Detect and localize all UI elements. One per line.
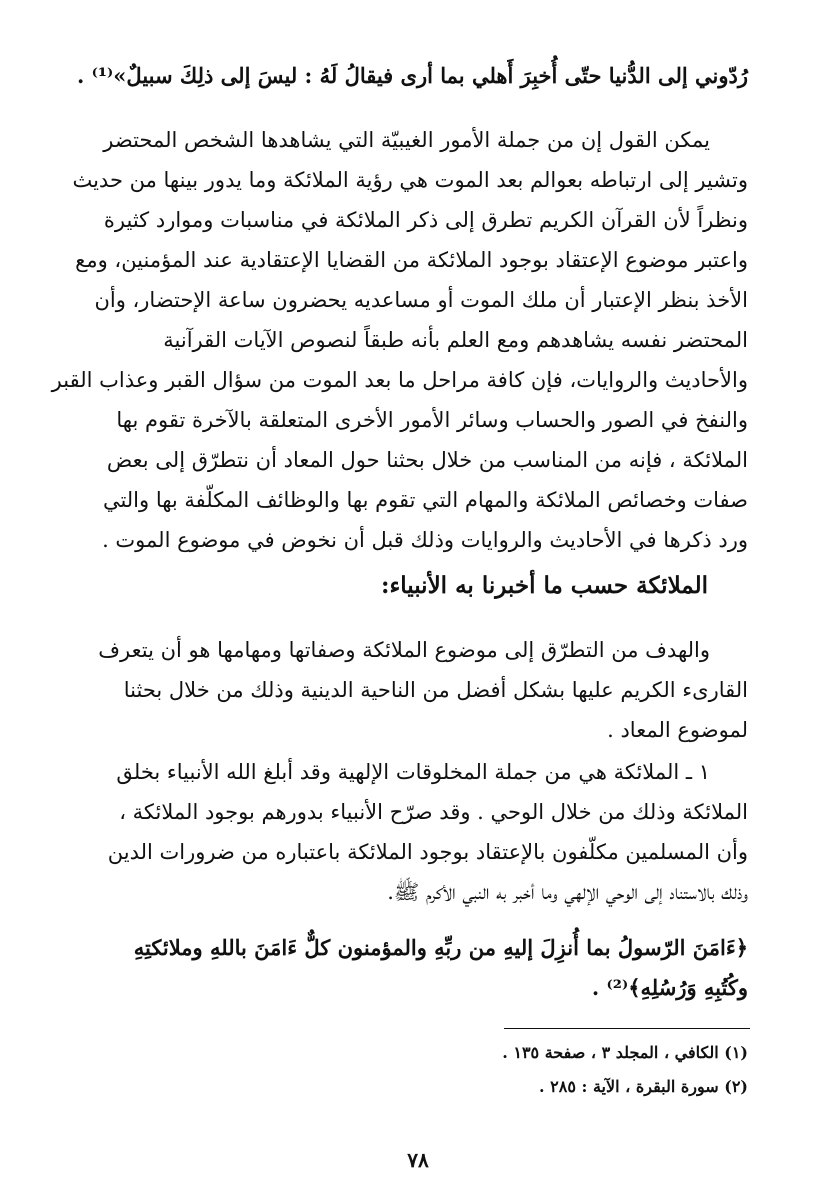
paragraph-1-line: الملائكة ، فإنه من المناسب من خلال بحثنا حول المعاد أن نتطرّق إلى بعض	[106, 448, 748, 472]
page-number: ٧٨	[407, 1148, 429, 1172]
footnotes	[502, 1036, 748, 1104]
paragraph-1-line: يمكن القول إن من جملة الأمور الغيبيّة التي يشاهدها الشخص المحتضر	[103, 128, 710, 152]
paragraph-3	[82, 752, 748, 912]
paragraph-1	[51, 120, 748, 560]
section-heading: الملائكة حسب ما أخبرنا به الأنبياء:	[380, 572, 708, 599]
paragraph-2-line: القارىء الكريم عليها بشكل أفضل من الناحية الدينية وذلك من خلال بحثنا	[123, 678, 748, 702]
quran-verse-line: وكُتُبِهِ وَرُسُلِهِ﴾⁽²⁾ .	[591, 975, 748, 1000]
paragraph-2-line: والهدف من التطرّق إلى موضوع الملائكة وصفاتها ومهامها هو أن يتعرف	[98, 638, 710, 662]
paragraph-1-line: ونظراً لأن القرآن الكريم تطرق إلى ذكر الملائكة في مناسبات وموارد كثيرة	[103, 208, 748, 232]
paragraph-1-line: واعتبر موضوع الإعتقاد بوجود الملائكة من القضايا الإعتقادية عند المؤمنين، ومع	[75, 248, 748, 272]
paragraph-3-line: الملائكة وذلك من خلال الوحي . وقد صرّح الأنبياء بدورهم بوجود الملائكة ،	[119, 800, 748, 824]
opening-quote	[76, 56, 748, 96]
paragraph-3-line: وذلك بالاستناد إلى الوحي الإلهي وما أخبر به النبي الأكرم ﷺ.	[387, 880, 748, 904]
footnote-1: (١) الكافي ، المجلد ٣ ، صفحة ١٣٥ .	[502, 1043, 748, 1062]
paragraph-1-line: ورد ذكرها في الأحاديث والروايات وذلك قبل أن نخوض في موضوع الموت .	[102, 528, 748, 552]
footnote-divider	[504, 1028, 750, 1029]
paragraph-3-line: ١ ـ الملائكة هي من جملة المخلوقات الإلهية وقد أبلغ الله الأنبياء بخلق	[116, 760, 710, 784]
paragraph-3-line: وأن المسلمين مكلّفون بالإعتقاد بوجود الملائكة باعتباره من ضرورات الدين	[107, 840, 748, 864]
footnote-2: (٢) سورة البقرة ، الآية : ٢٨٥ .	[539, 1077, 748, 1096]
paragraph-1-line: وتشير إلى ارتباطه بعوالم بعد الموت هي رؤية الملائكة وما يدور بينها من حديث	[72, 168, 748, 192]
paragraph-1-line: الأخذ بنظر الإعتبار أن ملك الموت أو مساعديه يحضرون ساعة الإحتضار، وأن	[94, 288, 748, 312]
paragraph-1-line: المحتضر نفسه يشاهدهم ومع العلم بأنه طبقاً لنصوص الآيات القرآنية	[163, 328, 748, 352]
paragraph-2-line: لموضوع المعاد .	[607, 718, 748, 742]
paragraph-2	[82, 630, 748, 750]
opening-quote-line: رُدّوني إلى الدُّنيا حتّى أُخبِرَ أَهلي بما أرى فيقالُ لَهُ : ليسَ إلى ذلِكَ سبيلٌ»⁽¹⁾ .	[76, 63, 748, 88]
quran-verse	[82, 928, 748, 1008]
paragraph-1-line: والأحاديث والروايات، فإن كافة مراحل ما بعد الموت من سؤال القبر وعذاب القبر	[51, 368, 748, 392]
paragraph-1-line: والنفخ في الصور والحساب وسائر الأمور الأخرى المتعلقة بالآخرة تقوم بها	[116, 408, 748, 432]
quran-verse-line: ﴿ءَامَنَ الرّسولُ بما أُنزِلَ إليهِ من ربِّهِ والمؤمنون كلٌّ ءَامَنَ باللهِ وملائكتِهِ	[133, 935, 748, 960]
paragraph-1-line: صفات وخصائص الملائكة والمهام التي تقوم بها والوظائف المكلّفة بها والتي	[102, 488, 748, 512]
